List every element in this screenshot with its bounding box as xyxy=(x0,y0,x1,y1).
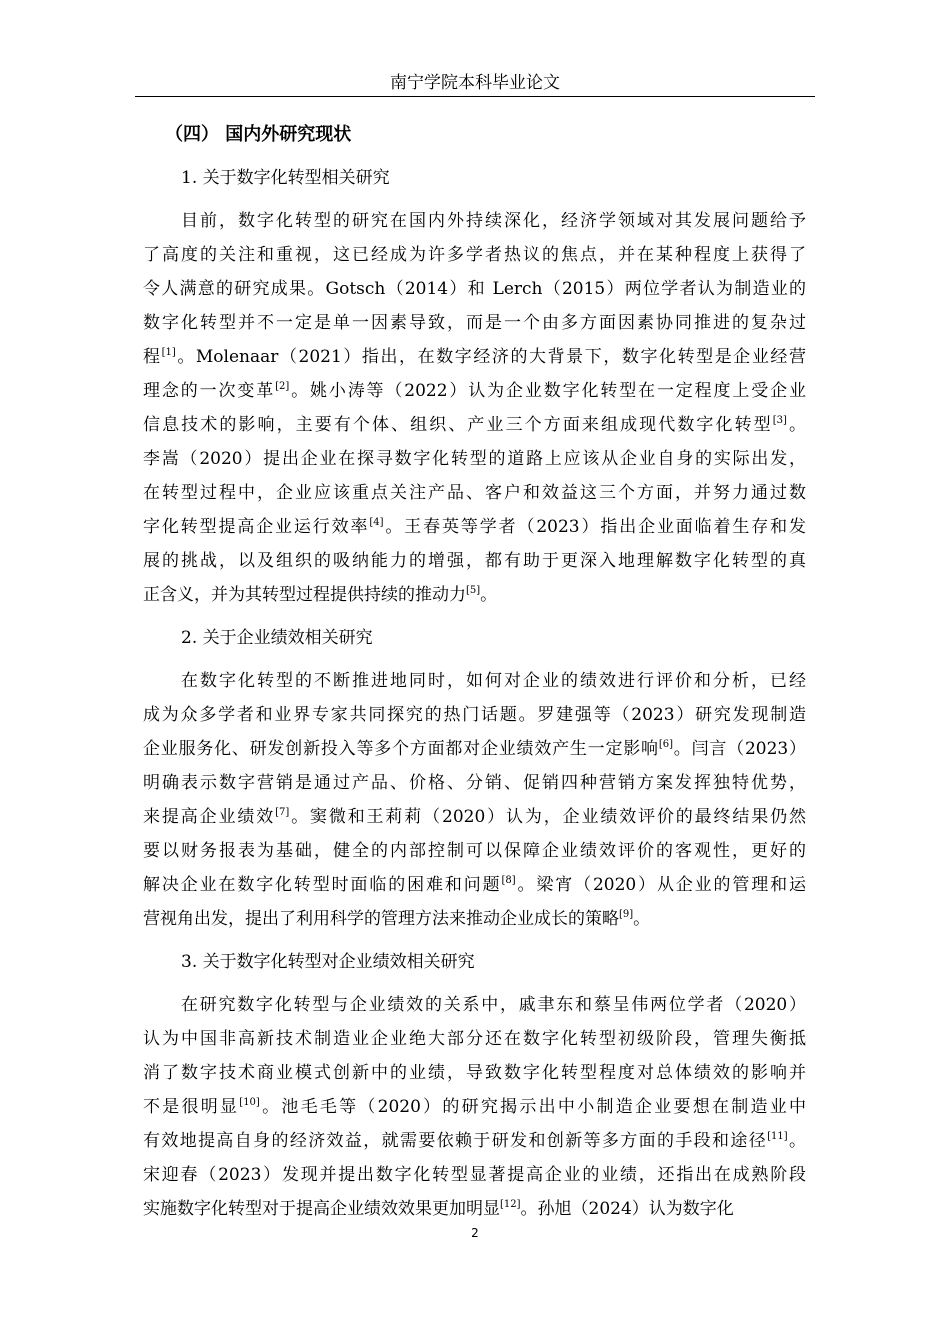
text-line xyxy=(143,408,806,442)
paragraph xyxy=(143,204,806,612)
citation-ref: [4] xyxy=(369,517,384,528)
text-segment: 营视角出发，提出了利用科学的管理方法来推动企业成长的策略 xyxy=(143,909,619,929)
header-rule xyxy=(135,96,815,97)
text-segment: 不是很明显 xyxy=(143,1097,240,1117)
text-line xyxy=(143,732,806,766)
text-line xyxy=(143,902,806,936)
text-line: 宋迎春（2023）发现并提出数字化转型显著提高企业的业绩，还指出在成熟阶段 xyxy=(143,1165,806,1185)
subsection-heading: 2. 关于企业绩效相关研究 xyxy=(181,628,373,648)
text-segment: 。 xyxy=(633,909,651,929)
text-line xyxy=(143,510,806,544)
citation-ref: [10] xyxy=(239,1097,260,1108)
text-segment: 。 xyxy=(786,415,807,435)
text-segment: 企业服务化、研发创新投入等多个方面都对企业绩效产生一定影响 xyxy=(143,739,659,759)
text-line xyxy=(143,578,806,612)
text-line xyxy=(143,1192,806,1226)
running-header: 南宁学院本科毕业论文 xyxy=(390,73,560,93)
text-segment: 程 xyxy=(143,347,162,367)
text-line xyxy=(143,1124,806,1158)
text-line: 在数字化转型的不断推进地同时，如何对企业的绩效进行评价和分析，已经 xyxy=(181,671,806,691)
text-line xyxy=(143,800,806,834)
text-segment: 。闫言（2023） xyxy=(673,739,807,759)
citation-ref: [5] xyxy=(466,585,481,596)
text-segment: 。王春英等学者（2023）指出企业面临着生存和发 xyxy=(383,517,807,537)
text-segment: 。 xyxy=(480,585,498,605)
document-body xyxy=(143,118,806,1235)
text-line: 数字化转型并不一定是单一因素导致，而是一个由多方面因素协同推进的复杂过 xyxy=(143,313,806,333)
citation-ref: [11] xyxy=(767,1131,788,1142)
subsection-heading: 1. 关于数字化转型相关研究 xyxy=(181,168,390,188)
subsection-heading: 3. 关于数字化转型对企业绩效相关研究 xyxy=(181,952,475,972)
text-segment: 有效地提高自身的经济效益，就需要依赖于研发和创新等多方面的手段和途径 xyxy=(143,1131,768,1151)
text-segment: 。池毛毛等（2020）的研究揭示出中小制造企业要想在制造业中 xyxy=(259,1097,807,1117)
text-segment: 。窦微和王莉莉（2020）认为，企业绩效评价的最终结果仍然 xyxy=(289,807,807,827)
paragraph xyxy=(143,664,806,936)
page-number: 2 xyxy=(471,1226,479,1240)
text-line: 在转型过程中，企业应该重点关注产品、客户和效益这三个方面，并努力通过数 xyxy=(143,483,806,503)
citation-ref: [8] xyxy=(501,875,516,886)
text-segment: 。 xyxy=(787,1131,807,1151)
text-line xyxy=(143,868,806,902)
subsections xyxy=(143,161,806,1226)
text-segment: 信息技术的影响，主要有个体、组织、产业三个方面来组成现代数字化转型 xyxy=(143,415,773,435)
citation-ref: [1] xyxy=(161,347,176,358)
text-line: 消了数字技术商业模式创新中的业绩，导致数字化转型程度对总体绩效的影响并 xyxy=(143,1063,806,1083)
text-line: 李嵩（2020）提出企业在探寻数字化转型的道路上应该从企业自身的实际出发， xyxy=(143,449,806,469)
text-line: 明确表示数字营销是通过产品、价格、分销、促销四种营销方案发挥独特优势， xyxy=(143,773,806,793)
text-segment: 解决企业在数字化转型时面临的困难和问题 xyxy=(143,875,502,895)
text-line: 要以财务报表为基础，健全的内部控制可以保障企业绩效评价的客观性，更好的 xyxy=(143,841,806,861)
text-segment: 正含义，并为其转型过程提供持续的推动力 xyxy=(143,585,466,605)
citation-ref: [7] xyxy=(275,807,290,818)
text-segment: 实施数字化转型对于提高企业绩效效果更加明显 xyxy=(143,1199,500,1219)
citation-ref: [6] xyxy=(658,739,674,750)
text-line xyxy=(143,1090,806,1124)
text-line: 成为众多学者和业界专家共同探究的热门话题。罗建强等（2023）研究发现制造 xyxy=(143,705,806,725)
text-line xyxy=(143,374,806,408)
text-segment: 。孙旭（2024）认为数字化 xyxy=(520,1199,734,1219)
citation-ref: [9] xyxy=(619,909,634,920)
citation-ref: [3] xyxy=(772,415,787,426)
citation-ref: [12] xyxy=(500,1199,521,1210)
text-line: 令人满意的研究成果。Gotsch（2014）和 Lerch（2015）两位学者认为制造业的 xyxy=(143,279,806,299)
text-line: 在研究数字化转型与企业绩效的关系中，戚聿东和蔡呈伟两位学者（2020） xyxy=(181,995,806,1015)
section-heading: （四） 国内外研究现状 xyxy=(165,124,352,145)
paragraph xyxy=(143,988,806,1226)
text-segment: 理念的一次变革 xyxy=(143,381,276,401)
text-segment: 。Molenaar（2021）指出，在数字经济的大背景下，数字化转型是企业经营 xyxy=(175,347,807,367)
text-line: 目前，数字化转型的研究在国内外持续深化，经济学领域对其发展问题给予 xyxy=(181,211,806,231)
text-segment: 来提高企业绩效 xyxy=(143,807,276,827)
text-line xyxy=(143,340,806,374)
text-segment: 。姚小涛等（2022）认为企业数字化转型在一定程度上受企业 xyxy=(289,381,807,401)
text-line: 认为中国非高新技术制造业企业绝大部分还在数字化转型初级阶段，管理失衡抵 xyxy=(143,1029,806,1049)
text-line: 展的挑战，以及组织的吸纳能力的增强，都有助于更深入地理解数字化转型的真 xyxy=(143,551,806,571)
citation-ref: [2] xyxy=(275,381,290,392)
text-segment: 字化转型提高企业运行效率 xyxy=(143,517,370,537)
text-segment: 。梁宵（2020）从企业的管理和运 xyxy=(515,875,807,895)
text-line: 了高度的关注和重视，这已经成为许多学者热议的焦点，并在某种程度上获得了 xyxy=(143,245,806,265)
